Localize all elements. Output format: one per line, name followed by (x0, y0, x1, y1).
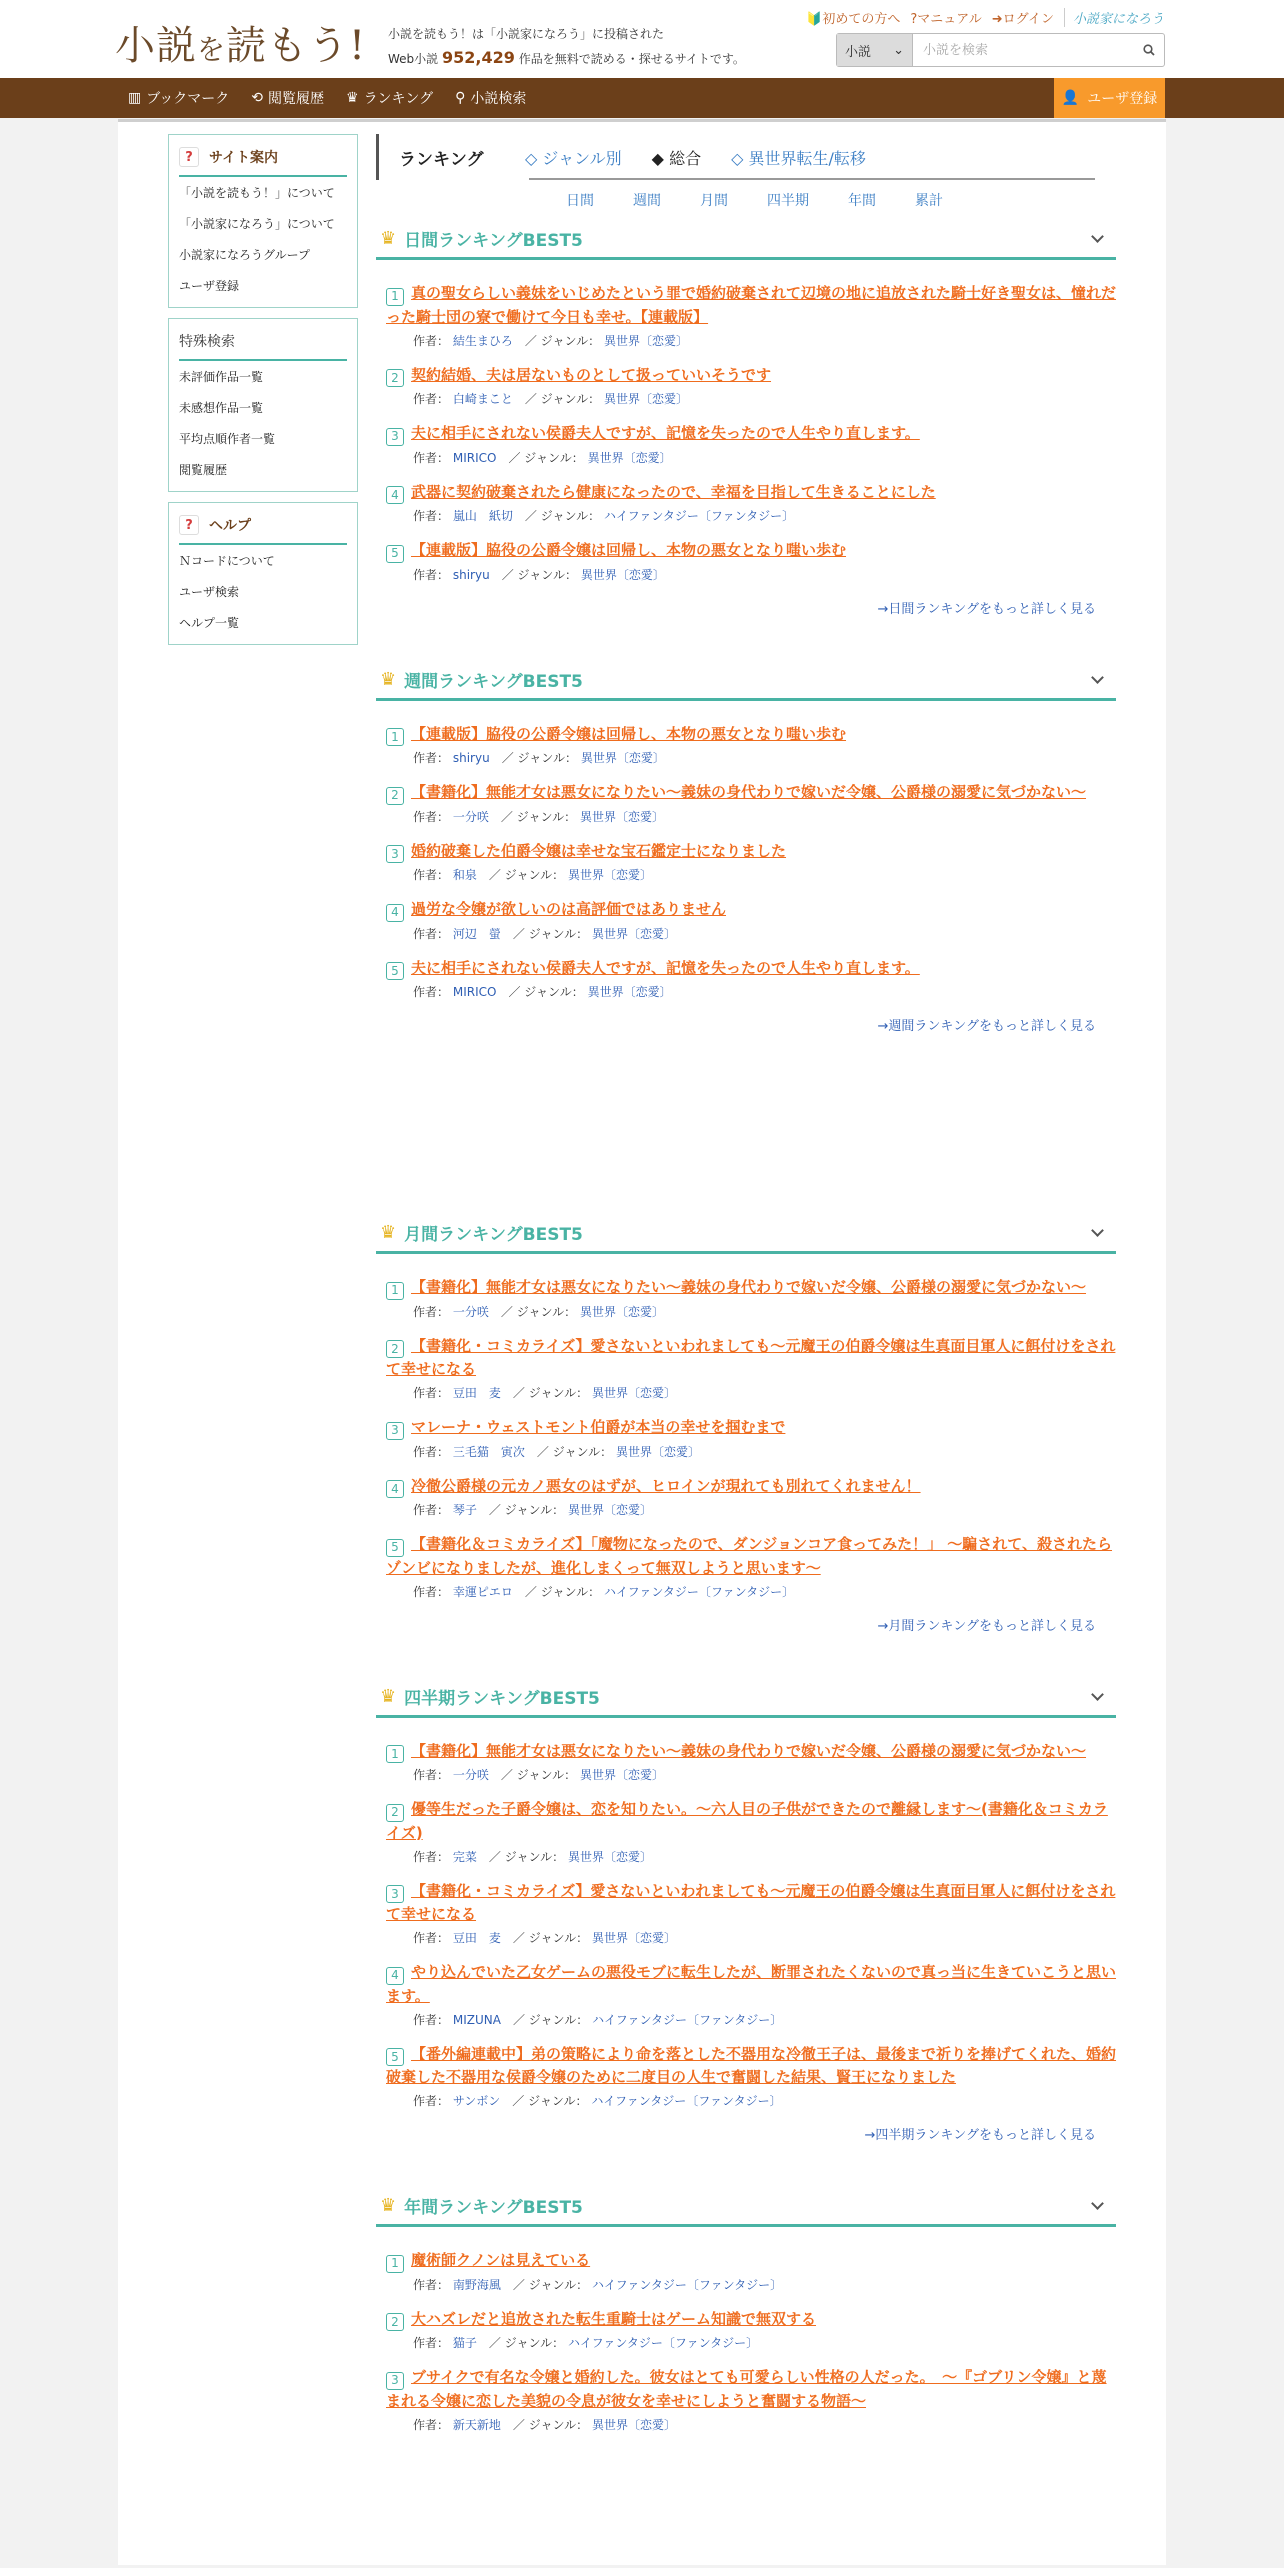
rank-badge: 5 (386, 545, 404, 563)
ranking-section-monthly (376, 1214, 1116, 1634)
site-header (0, 0, 1284, 78)
genre-link[interactable]: 異世界〔恋愛〕 (579, 1768, 664, 1782)
ranking-tabs (376, 134, 1092, 180)
site-logo[interactable]: 小説を読もう! (115, 23, 367, 69)
top-links (806, 8, 1164, 27)
ranking-item (386, 1880, 1116, 1948)
author-link[interactable]: 猫子 (452, 2336, 477, 2350)
novel-meta: 作者： 河辺 螢 ／ ジャンル： 異世界〔恋愛〕 (413, 926, 676, 941)
novel-meta: 作者： 嵐山 紙切 ／ ジャンル： ハイファンタジー〔ファンタジー〕 (413, 509, 795, 523)
main-nav (0, 78, 1284, 118)
section-title: 四半期ランキングBEST5 (404, 1688, 600, 1709)
ranking-item (386, 1740, 1116, 1785)
genre-link[interactable]: ハイファンタジー〔ファンタジー〕 (591, 2277, 783, 2292)
section-header[interactable] (376, 1214, 1116, 1254)
help-title: ヘルプ (209, 518, 251, 534)
ranking-item (386, 1475, 1116, 1520)
novel-meta: 作者： 猫子 ／ ジャンル： ハイファンタジー〔ファンタジー〕 (413, 2336, 759, 2350)
novel-meta: 作者： shiryu ／ ジャンル： 異世界〔恋愛〕 (413, 567, 665, 582)
novel-meta: 作者： 一分咲 ／ ジャンル： 異世界〔恋愛〕 (413, 809, 664, 824)
narou-logo-link[interactable]: 小説家になろう (1064, 8, 1164, 27)
section-header[interactable] (376, 661, 1116, 701)
more-ranking-link[interactable]: →週間ランキングをもっと詳しく見る (877, 1019, 1096, 1034)
novel-title-link[interactable]: 5 【番外編連載中】弟の策略により命を落とした不器用な冷徹王子は、最後まで祈りを捧げてくれた、婚約破棄した不器用な侯爵令嬢のために二度目の人生で奮闘した結果、賢王になりました (386, 2044, 1117, 2086)
author-link[interactable]: 豆田 麦 (452, 1386, 501, 1400)
genre-link[interactable]: 異世界〔恋愛〕 (603, 333, 688, 348)
period-link-monthly[interactable]: 月間 (700, 193, 728, 209)
period-link-quarterly[interactable]: 四半期 (767, 193, 809, 209)
genre-link[interactable]: 異世界〔恋愛〕 (603, 392, 688, 406)
crown-icon: ♛ (380, 2195, 397, 2216)
user-icon: 👤 (1061, 90, 1080, 106)
nav-ranking[interactable]: ♛ ランキング (346, 90, 434, 107)
novel-meta: 作者： MIZUNA ／ ジャンル： ハイファンタジー〔ファンタジー〕 (413, 2012, 783, 2027)
novel-title-link[interactable]: 5 【連載版】脇役の公爵令嬢は回帰し、本物の悪女となり嗤い歩む (386, 539, 1116, 563)
novel-title-link[interactable]: 3 【書籍化・コミカライズ】愛さないといわれましても～元魔王の伯爵令嬢は生真面目軍人に餌付けをされて幸せになる (386, 1881, 1116, 1923)
genre-link[interactable]: 異世界〔恋愛〕 (591, 926, 676, 941)
ranking-section-yearly (376, 2187, 1116, 2434)
author-link[interactable]: 一分咲 (452, 809, 489, 824)
crown-icon: ♛ (346, 90, 359, 106)
novel-title-link[interactable]: 1 魔術師クノンは見えている (386, 2249, 1116, 2273)
genre-link[interactable]: 異世界〔恋愛〕 (587, 450, 672, 465)
novel-title-link[interactable]: 3 婚約破棄した伯爵令嬢は幸せな宝石鑑定士になりました (386, 840, 1116, 864)
register-button[interactable]: 👤 ユーザ登録 (1054, 78, 1165, 118)
author-link[interactable]: 新天新地 (452, 2417, 501, 2432)
novel-meta: 作者： 三毛猫 寅次 ／ ジャンル： 異世界〔恋愛〕 (413, 1444, 700, 1459)
sidebar-item-history[interactable]: 閲覧履歴 (179, 463, 228, 477)
novel-meta: 作者： 幸運ピエロ ／ ジャンル： ハイファンタジー〔ファンタジー〕 (413, 1584, 795, 1599)
author-link[interactable]: 和泉 (452, 868, 477, 882)
rank-badge: 5 (386, 962, 404, 980)
section-title: 年間ランキングBEST5 (404, 2198, 583, 2218)
genre-link[interactable]: 異世界〔恋愛〕 (587, 985, 672, 999)
nav-history[interactable]: ⟲ 閲覧履歴 (251, 90, 324, 107)
rank-badge: 3 (386, 1422, 404, 1440)
help-box (168, 502, 358, 645)
chevron-down-icon: ⌄ (893, 42, 904, 58)
period-links (566, 190, 1116, 220)
ranking-section-daily (376, 220, 1116, 617)
author-link[interactable]: 一分咲 (452, 1304, 489, 1319)
author-link[interactable]: 三毛猫 寅次 (452, 1444, 525, 1459)
ranking-content (376, 134, 1116, 2448)
search-box (836, 33, 1165, 67)
site-tagline: 小説を読もう！は「小説家になろう」に投稿された Web小説 952,429 作品を無料で読める・探せるサイトです。 (388, 27, 745, 67)
author-link[interactable]: MIRICO (452, 985, 497, 999)
novel-title-link[interactable]: 5 夫に相手にされない侯爵夫人ですが、記憶を失ったので人生やり直します。 (386, 957, 1116, 981)
sidebar-item-register[interactable]: ユーザ登録 (179, 279, 240, 293)
novel-title-link[interactable]: 1 【書籍化】無能才女は悪女になりたい～義妹の身代わりで嫁いだ令嬢、公爵様の溺愛に気づかない～ (386, 1276, 1116, 1300)
rank-badge: 4 (386, 1967, 404, 1985)
sidebar-item-narou-group[interactable]: 小説家になろうグループ (179, 248, 311, 262)
sidebar-item-about-narou[interactable]: 「小説家になろう」について (179, 217, 335, 231)
author-link[interactable]: MIRICO (452, 450, 497, 465)
rank-badge: 3 (386, 2372, 404, 2390)
sidebar-item-avg-score-authors[interactable]: 平均点順作者一覧 (179, 432, 276, 446)
novel-meta: 作者： 結生まひろ ／ ジャンル： 異世界〔恋愛〕 (413, 333, 688, 348)
novel-title-link[interactable]: 2 【書籍化】無能才女は悪女になりたい～義妹の身代わりで嫁いだ令嬢、公爵様の溺愛に気づかない～ (386, 781, 1116, 805)
question-icon: ? (179, 147, 199, 167)
rank-badge: 3 (386, 1885, 404, 1903)
genre-link[interactable]: 異世界〔恋愛〕 (580, 751, 665, 765)
more-ranking-link[interactable]: →四半期ランキングをもっと詳しく見る (864, 2128, 1096, 2143)
author-link[interactable]: 白崎まこと (452, 392, 513, 406)
author-link[interactable]: 一分咲 (452, 1768, 489, 1782)
ranking-item (386, 539, 1116, 584)
novel-title-link[interactable]: 4 過労な令嬢が欲しいのは高評価ではありません (386, 898, 1116, 922)
chevron-down-icon[interactable] (1091, 2197, 1104, 2210)
novel-title-link[interactable]: 2 優等生だった子爵令嬢は、恋を知りたい。～六人目の子供ができたので離縁します～(書籍化＆コミカライズ) (386, 1800, 1108, 1842)
ranking-item (386, 957, 1116, 1002)
rank-badge: 1 (386, 1282, 404, 1300)
novel-meta: 作者： サンボン ／ ジャンル： ハイファンタジー〔ファンタジー〕 (413, 2094, 782, 2108)
author-link[interactable]: 幸運ピエロ (452, 1584, 513, 1599)
novel-title-link[interactable]: 4 武器に契約破棄されたら健康になったので、幸福を目指して生きることにした (386, 481, 1116, 505)
period-link-yearly[interactable]: 年間 (848, 193, 876, 209)
tab-underline (529, 178, 1095, 180)
novel-meta: 作者： 完菜 ／ ジャンル： 異世界〔恋愛〕 (413, 1849, 652, 1864)
more-ranking-link[interactable]: →日間ランキングをもっと詳しく見る (877, 601, 1096, 617)
rank-badge: 4 (386, 904, 404, 922)
ranking-item (386, 2366, 1116, 2434)
author-link[interactable]: 完菜 (452, 1849, 477, 1864)
genre-link[interactable]: 異世界〔恋愛〕 (579, 1304, 664, 1319)
section-header[interactable] (376, 220, 1116, 260)
genre-link[interactable]: 異世界〔恋愛〕 (591, 2417, 676, 2432)
ranking-item (386, 2249, 1116, 2294)
ranking-item (386, 840, 1116, 885)
rank-badge: 1 (386, 288, 404, 306)
author-link[interactable]: shiryu (452, 567, 490, 582)
work-count: 952,429 (442, 48, 515, 67)
novel-title-link[interactable]: 2 契約結婚、夫は居ないものとして扱っていいそうです (386, 364, 1116, 388)
author-link[interactable]: 嵐山 紙切 (452, 509, 513, 523)
rank-badge: 1 (386, 2255, 404, 2273)
rank-badge: 2 (386, 787, 404, 805)
crown-icon: ♛ (380, 1222, 397, 1243)
genre-link[interactable]: ハイファンタジー〔ファンタジー〕 (603, 509, 795, 523)
novel-title-link[interactable]: 5 【書籍化＆コミカライズ】「魔物になったので、ダンジョンコア食ってみた！」 ～騙されて、殺されたらゾンビになりましたが、進化しまくって無双しようと思います～ (386, 1535, 1113, 1577)
author-link[interactable]: 結生まひろ (452, 333, 513, 348)
ranking-item (386, 364, 1116, 409)
ranking-item (386, 1798, 1116, 1866)
ranking-item (386, 2308, 1116, 2353)
novel-meta: 作者： 南野海風 ／ ジャンル： ハイファンタジー〔ファンタジー〕 (413, 2277, 783, 2292)
novel-meta: 作者： 一分咲 ／ ジャンル： 異世界〔恋愛〕 (413, 1768, 664, 1782)
ranking-item (386, 1416, 1116, 1461)
sidebar-item-user-search[interactable]: ユーザ検索 (179, 585, 240, 599)
novel-meta: 作者： MIRICO ／ ジャンル： 異世界〔恋愛〕 (413, 450, 672, 465)
author-link[interactable]: 豆田 麦 (452, 1931, 501, 1945)
rank-badge: 4 (386, 1480, 404, 1498)
rank-badge: 1 (386, 1745, 404, 1763)
ranking-sections (376, 220, 1116, 2434)
sidebar-item-unrated[interactable]: 未評価作品一覧 (179, 370, 264, 384)
rank-badge: 3 (386, 428, 404, 446)
nav-bookmark[interactable]: ▥ ブックマーク (128, 90, 230, 107)
genre-link[interactable]: 異世界〔恋愛〕 (615, 1444, 700, 1459)
novel-meta: 作者： 琴子 ／ ジャンル： 異世界〔恋愛〕 (413, 1503, 652, 1517)
section-title: 月間ランキングBEST5 (404, 1225, 583, 1245)
ranking-item (386, 781, 1116, 826)
rank-badge: 5 (386, 1539, 404, 1557)
genre-link[interactable]: ハイファンタジー〔ファンタジー〕 (603, 1584, 795, 1599)
ranking-item (386, 481, 1116, 526)
ranking-item (386, 1335, 1116, 1403)
search-type-select[interactable]: 小説 ⌄ (837, 34, 913, 66)
crown-icon: ♛ (380, 668, 397, 690)
rank-badge: 2 (386, 369, 404, 387)
chevron-down-icon[interactable] (1091, 1224, 1104, 1237)
history-icon: ⟲ (251, 90, 263, 106)
sidebar (168, 134, 358, 655)
chevron-down-icon[interactable] (1091, 1688, 1104, 1701)
rank-badge: 2 (386, 1804, 404, 1822)
main-wrapper (118, 122, 1166, 2565)
ranking-item (386, 1276, 1116, 1321)
section-header[interactable] (376, 2187, 1116, 2227)
search-input[interactable] (913, 34, 1134, 66)
novel-title-link[interactable]: 3 ブサイクで有名な令嬢と婚約した。彼女はとても可愛らしい性格の人だった。 ～『ゴブリン令嬢』と蔑まれる令嬢に恋した美貌の令息が彼女を幸せにしようと奮闘する物語～ (386, 2368, 1107, 2410)
search-button[interactable] (1134, 34, 1164, 66)
sidebar-item-no-review[interactable]: 未感想作品一覧 (179, 401, 264, 415)
novel-title-link[interactable]: 2 【書籍化・コミカライズ】愛さないといわれましても～元魔王の伯爵令嬢は生真面目軍人に餌付けをされて幸せになる (386, 1336, 1116, 1378)
site-guide-title: サイト案内 (209, 150, 279, 166)
novel-title-link[interactable]: 1 【連載版】脇役の公爵令嬢は回帰し、本物の悪女となり嗤い歩む (386, 723, 1116, 747)
author-link[interactable]: サンボン (452, 2094, 501, 2108)
ranking-item (386, 1533, 1116, 1601)
ranking-item (386, 2043, 1116, 2111)
rank-badge: 3 (386, 845, 404, 863)
period-link-total[interactable]: 累計 (915, 193, 943, 209)
sidebar-item-ncode[interactable]: Ｎコードについて (179, 554, 275, 568)
ranking-item (386, 1961, 1116, 2029)
special-search-box (168, 318, 358, 492)
ranking-item (386, 723, 1116, 768)
period-link-weekly[interactable]: 週間 (633, 193, 661, 209)
genre-link[interactable]: ハイファンタジー〔ファンタジー〕 (567, 2336, 759, 2350)
nav-search[interactable]: ⚲ 小説検索 (455, 90, 527, 107)
novel-title-link[interactable]: 1 真の聖女らしい義妹をいじめたという罪で婚約破棄されて辺境の地に追放された騎士好き聖女は、憧れだった騎士団の寮で働けて今日も幸せ。【連載版】 (386, 284, 1117, 326)
rank-badge: 2 (386, 1340, 404, 1358)
novel-meta: 作者： MIRICO ／ ジャンル： 異世界〔恋愛〕 (413, 985, 672, 999)
novel-meta: 作者： shiryu ／ ジャンル： 異世界〔恋愛〕 (413, 751, 665, 765)
novel-title-link[interactable]: 3 マレーナ・ウェストモント伯爵が本当の幸せを掴むまで (386, 1416, 1116, 1440)
novel-title-link[interactable]: 4 冷徹公爵様の元カノ悪女のはずが、ヒロインが現れても別れてくれません！ (386, 1475, 1116, 1499)
login-link[interactable]: ➜ログイン (991, 12, 1054, 27)
more-ranking-link[interactable]: →月間ランキングをもっと詳しく見る (877, 1618, 1096, 1634)
ranking-item (386, 282, 1116, 350)
genre-link[interactable]: 異世界〔恋愛〕 (580, 567, 665, 582)
novel-meta: 作者： 豆田 麦 ／ ジャンル： 異世界〔恋愛〕 (413, 1931, 676, 1945)
author-link[interactable]: 河辺 螢 (452, 926, 501, 941)
chevron-down-icon[interactable] (1091, 671, 1104, 684)
author-link[interactable]: shiryu (452, 751, 490, 765)
chevron-down-icon[interactable] (1091, 230, 1104, 243)
novel-title-link[interactable]: 3 夫に相手にされない侯爵夫人ですが、記憶を失ったので人生やり直します。 (386, 422, 1116, 446)
tab-genre[interactable]: ◇ ジャンル別 (525, 148, 622, 168)
novel-meta: 作者： 豆田 麦 ／ ジャンル： 異世界〔恋愛〕 (413, 1386, 676, 1400)
sidebar-item-about-yomou[interactable]: 「小説を読もう！」について (179, 186, 335, 200)
beginner-link[interactable]: 🔰初めての方へ (806, 12, 901, 27)
ranking-item (386, 898, 1116, 943)
genre-link[interactable]: 異世界〔恋愛〕 (579, 809, 664, 824)
author-link[interactable]: 琴子 (452, 1503, 477, 1517)
tab-overall[interactable]: ◆ 総合 (651, 148, 702, 168)
rank-badge: 4 (386, 486, 404, 504)
genre-link[interactable]: 異世界〔恋愛〕 (567, 1503, 652, 1517)
author-link[interactable]: 南野海風 (452, 2277, 501, 2292)
section-title: 週間ランキングBEST5 (404, 671, 583, 692)
section-title: 日間ランキングBEST5 (404, 231, 583, 251)
genre-link[interactable]: 異世界〔恋愛〕 (591, 1386, 676, 1400)
rank-badge: 1 (386, 728, 404, 746)
page-title: ランキング (399, 149, 484, 170)
author-link[interactable]: MIZUNA (452, 2012, 501, 2027)
site-guide-box (168, 134, 358, 308)
search-icon: ⚲ (455, 90, 466, 106)
novel-meta: 作者： 和泉 ／ ジャンル： 異世界〔恋愛〕 (413, 868, 652, 882)
sidebar-item-help-list[interactable]: ヘルプ一覧 (179, 616, 240, 630)
rank-badge: 5 (386, 2048, 404, 2066)
ranking-section-weekly (376, 661, 1116, 1035)
genre-link[interactable]: ハイファンタジー〔ファンタジー〕 (591, 2094, 782, 2108)
novel-title-link[interactable]: 4 やり込んでいた乙女ゲームの悪役モブに転生したが、断罪されたくないので真っ当に生きていこうと思います。 (386, 1963, 1117, 2005)
crown-icon: ♛ (380, 228, 397, 249)
question-icon: ? (179, 515, 199, 535)
search-icon (1143, 44, 1155, 56)
genre-link[interactable]: 異世界〔恋愛〕 (567, 868, 652, 882)
bookmark-icon: ▥ (128, 90, 142, 106)
ranking-section-quarterly (376, 1678, 1116, 2144)
ranking-item (386, 422, 1116, 467)
special-search-title: 特殊検索 (179, 325, 347, 361)
novel-title-link[interactable]: 1 【書籍化】無能才女は悪女になりたい～義妹の身代わりで嫁いだ令嬢、公爵様の溺愛に気づかない～ (386, 1740, 1116, 1764)
crown-icon: ♛ (380, 1685, 397, 1707)
manual-link[interactable]: ?マニュアル (910, 12, 982, 27)
novel-meta: 作者： 白崎まこと ／ ジャンル： 異世界〔恋愛〕 (413, 392, 688, 406)
novel-title-link[interactable]: 2 大ハズレだと追放された転生重騎士はゲーム知識で無双する (386, 2308, 1116, 2332)
tab-isekai[interactable]: ◇ 異世界転生/転移 (731, 148, 866, 168)
genre-link[interactable]: 異世界〔恋愛〕 (567, 1849, 652, 1864)
novel-meta: 作者： 新天新地 ／ ジャンル： 異世界〔恋愛〕 (413, 2417, 676, 2432)
genre-link[interactable]: ハイファンタジー〔ファンタジー〕 (592, 2012, 783, 2027)
rank-badge: 2 (386, 2313, 404, 2331)
genre-link[interactable]: 異世界〔恋愛〕 (591, 1931, 676, 1945)
period-link-daily[interactable]: 日間 (566, 193, 594, 209)
novel-meta: 作者： 一分咲 ／ ジャンル： 異世界〔恋愛〕 (413, 1304, 664, 1319)
section-header[interactable] (376, 1678, 1116, 1718)
